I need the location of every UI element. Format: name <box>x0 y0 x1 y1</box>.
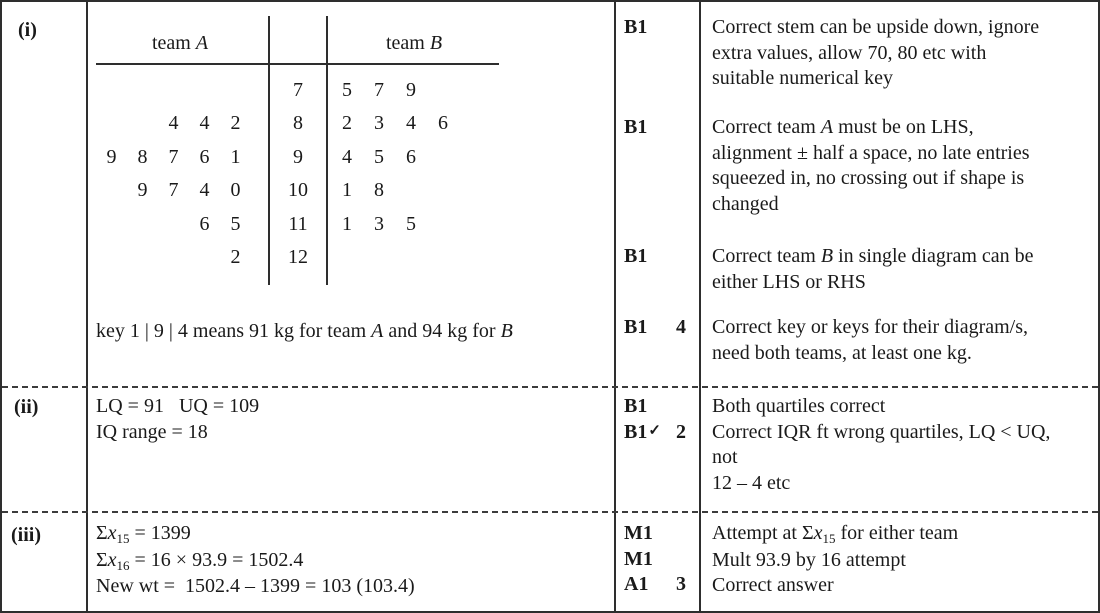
leaf-cell <box>427 242 459 272</box>
leaf-cell: 2 <box>230 112 241 134</box>
mark-code: M1 <box>624 548 653 570</box>
leaf-cell: 5 <box>342 79 352 101</box>
comment-line: extra values, allow 70, 80 etc with <box>712 41 987 64</box>
comment-text: Attempt at Σ <box>712 522 814 544</box>
leaf-cell: 7 <box>168 179 179 201</box>
leaf-cell <box>127 75 158 105</box>
team-b-word: team <box>385 32 430 54</box>
comment-text: in single diagram can be <box>833 245 1034 267</box>
variable-x: x <box>813 522 823 544</box>
comment-line: Correct IQR ft wrong quartiles, LQ < UQ, <box>712 420 1051 443</box>
mark-i-1 <box>624 15 686 41</box>
mark-code: A1 <box>624 573 649 595</box>
mark-iii-3 <box>624 572 686 598</box>
mark-ii-2 <box>624 420 686 448</box>
leaf-cell <box>158 209 189 239</box>
mark-i-3 <box>624 244 686 270</box>
comment-line: not <box>712 446 738 468</box>
leaf-cell <box>395 175 427 205</box>
answer-line: LQ = 91 UQ = 109 <box>96 395 260 417</box>
leaf-cell <box>395 242 427 272</box>
leaf-cell <box>220 75 251 105</box>
leaf-cell: 1 <box>342 179 352 201</box>
mark-i-2 <box>624 115 686 141</box>
leaf-cell <box>127 108 158 138</box>
stemleaf-row <box>96 108 459 138</box>
team-b-letter: B <box>429 32 443 54</box>
stemleaf-key <box>96 319 513 345</box>
leaf-cell: 6 <box>406 146 416 168</box>
key-text: and 94 kg for <box>383 320 501 342</box>
leaf-cell: 5 <box>230 213 241 235</box>
leaf-cell: 4 <box>406 112 416 134</box>
comment-line: Mult 93.9 by 16 attempt <box>712 548 906 571</box>
comment-text: Correct team <box>712 245 821 267</box>
team-a-letter: A <box>195 32 209 54</box>
leaf-cell: 3 <box>374 112 384 134</box>
comment-line <box>712 115 1097 141</box>
team-a-word: team <box>151 32 196 54</box>
leaf-cell: 9 <box>137 179 148 201</box>
stemleaf-row <box>96 209 459 239</box>
row-divider-ii-iii <box>2 511 1098 513</box>
stemleaf-header-rule <box>96 63 499 65</box>
stemleaf-row <box>96 175 459 205</box>
row-divider-i-ii <box>2 386 1098 388</box>
comment-i-2 <box>712 115 1097 217</box>
answer-text: = 1399 <box>129 522 191 544</box>
leaf-cell <box>96 209 127 239</box>
stem-cell: 11 <box>288 213 308 235</box>
comment-text: must be on LHS, <box>833 116 974 138</box>
part-label-i: (i) <box>18 19 37 41</box>
comment-line: Correct stem can be upside down, ignore <box>712 16 1040 38</box>
mark-ii-1 <box>624 394 686 420</box>
key-team-b-letter: B <box>500 320 513 342</box>
leaf-cell <box>158 242 189 272</box>
stem-cell: 12 <box>288 246 308 268</box>
mark-total: 2 <box>676 421 686 443</box>
leaf-cell <box>96 108 127 138</box>
answer-text: = 16 × 93.9 = 1502.4 <box>129 548 304 571</box>
leaf-cell <box>158 75 189 105</box>
subscript: 15 <box>822 531 836 546</box>
comment-line: Correct key or keys for their diagram/s, <box>712 316 1029 338</box>
leaf-cell: 4 <box>199 112 210 134</box>
leaf-cell: 2 <box>230 246 241 268</box>
comment-i-3 <box>712 244 1097 295</box>
leaf-cell <box>189 242 220 272</box>
leaf-cell: 0 <box>230 179 241 201</box>
mark-iii-2 <box>624 547 686 573</box>
variable-x: x <box>107 522 117 544</box>
leaf-cell: 1 <box>230 146 241 168</box>
comment-line: squeezed in, no crossing out if shape is <box>712 167 1025 189</box>
leaf-cell <box>96 175 127 205</box>
comment-line <box>712 521 1097 548</box>
leaf-cell <box>427 209 459 239</box>
comment-line <box>712 244 1097 270</box>
leaf-cell <box>189 75 220 105</box>
mark-code: B1 <box>624 116 648 138</box>
variable-x: x <box>107 548 117 571</box>
leaf-cell <box>96 75 127 105</box>
answer-line <box>96 521 415 548</box>
comment-text: for either team <box>835 522 959 544</box>
comment-i-1 <box>712 15 1097 92</box>
leaf-cell: 7 <box>374 79 384 101</box>
comment-text: Correct team <box>712 116 821 138</box>
answer-line: IQ range = 18 <box>96 420 208 443</box>
part-label-ii: (ii) <box>14 396 39 418</box>
stem-cell: 7 <box>293 79 303 101</box>
comment-line: 12 – 4 etc <box>712 471 791 494</box>
stemleaf-row <box>96 242 459 272</box>
leaf-cell: 8 <box>137 146 148 168</box>
leaf-cell: 4 <box>168 112 179 134</box>
mark-code: M1 <box>624 522 653 544</box>
mark-code: B1 <box>624 16 648 38</box>
leaf-cell <box>127 209 158 239</box>
leaf-cell: 5 <box>374 146 384 168</box>
stem-cell: 9 <box>293 146 303 168</box>
mark-total: 3 <box>676 573 686 595</box>
mark-code: B1 <box>624 395 648 417</box>
comment-line: Correct answer <box>712 574 834 596</box>
comment-i-4 <box>712 315 1097 366</box>
comment-ii <box>712 394 1097 496</box>
leaf-cell <box>427 175 459 205</box>
comment-line: Both quartiles correct <box>712 395 886 417</box>
stem-cell: 8 <box>293 112 303 134</box>
leaf-cell: 8 <box>374 179 384 201</box>
sigma-symbol: Σ <box>96 522 108 544</box>
comment-line: suitable numerical key <box>712 67 894 89</box>
answer-iii <box>96 521 415 600</box>
subscript: 15 <box>116 531 130 546</box>
mark-code: B1 <box>624 316 648 338</box>
divider-marks-column <box>614 2 616 611</box>
stemleaf-row <box>96 75 459 105</box>
leaf-cell: 2 <box>342 112 352 134</box>
sigma-symbol: Σ <box>96 548 108 571</box>
answer-ii <box>96 394 259 445</box>
leaf-cell: 6 <box>199 213 210 235</box>
leaf-cell <box>427 142 459 172</box>
mark-total: 4 <box>676 316 686 338</box>
leaf-cell <box>331 242 363 272</box>
leaf-cell: 4 <box>199 179 210 201</box>
key-team-a-letter: A <box>371 320 384 342</box>
mark-code: B1 <box>624 245 648 267</box>
comment-line: alignment ± half a space, no late entries <box>712 141 1030 164</box>
leaf-cell <box>96 242 127 272</box>
leaf-cell: 9 <box>406 79 416 101</box>
leaf-cell <box>363 242 395 272</box>
comment-iii <box>712 521 1097 599</box>
leaf-cell: 9 <box>106 146 117 168</box>
team-b-header <box>349 30 479 56</box>
part-label-iii: (iii) <box>11 524 41 546</box>
leaf-cell: 1 <box>342 213 352 235</box>
answer-line <box>96 548 415 575</box>
comment-line: changed <box>712 192 779 215</box>
ft-tick: ✓ <box>648 423 661 439</box>
comment-italic: B <box>820 245 834 267</box>
mark-code: B1 <box>624 421 648 443</box>
comment-line: either LHS or RHS <box>712 270 866 293</box>
leaf-cell: 5 <box>406 213 416 235</box>
divider-comments-column <box>699 2 701 611</box>
stem-cell: 10 <box>288 179 308 201</box>
leaf-cell: 7 <box>168 146 179 168</box>
stemleaf-row <box>96 142 459 172</box>
answer-line: New wt = 1502.4 – 1399 = 103 (103.4) <box>96 575 415 597</box>
team-a-header <box>115 30 245 56</box>
leaf-cell: 4 <box>342 146 352 168</box>
mark-iii-1 <box>624 521 686 547</box>
leaf-cell: 6 <box>199 146 210 168</box>
key-text: key 1 | 9 | 4 means 91 kg for team <box>96 320 372 342</box>
mark-i-4 <box>624 315 686 341</box>
subscript: 16 <box>116 557 130 573</box>
comment-line: need both teams, at least one kg. <box>712 341 972 364</box>
leaf-cell: 6 <box>438 112 448 134</box>
leaf-cell: 3 <box>374 213 384 235</box>
leaf-cell <box>427 75 459 105</box>
leaf-cell <box>127 242 158 272</box>
divider-part-column <box>86 2 88 611</box>
comment-italic: A <box>820 116 834 138</box>
